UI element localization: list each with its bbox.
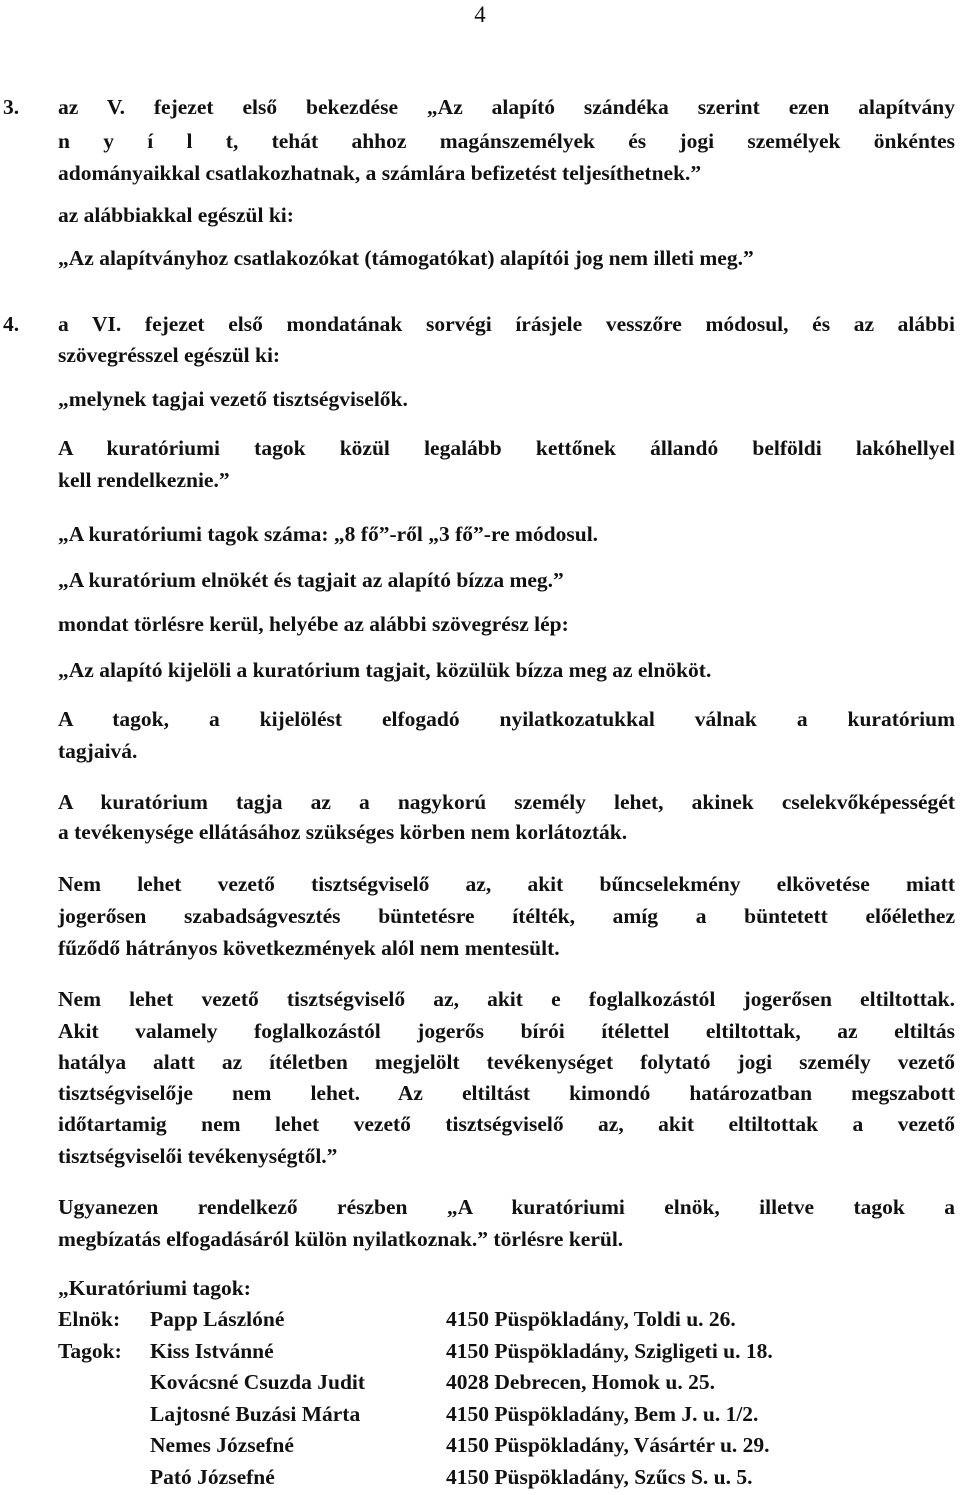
item-3-line-5: „Az alapítványhoz csatlakozókat (támogatókat) alapítói jog nem illeti meg.” xyxy=(58,246,754,270)
member-address: 4028 Debrecen, Homok u. 25. xyxy=(446,1370,715,1394)
item-4-line-18: Akit valamely foglalkozástól jogerős bírói ítélettel eltiltottak, az eltiltás xyxy=(58,1019,955,1043)
item-4-line-2: szövegrésszel egészül ki: xyxy=(58,343,281,367)
item-3-line-4: az alábbiakkal egészül ki: xyxy=(58,203,294,227)
item-4-number: 4. xyxy=(3,312,20,336)
item-4-line-9: „Az alapító kijelöli a kuratórium tagjait, közülük bízza meg az elnököt. xyxy=(58,658,712,682)
item-3-line-3: adományaikkal csatlakozhatnak, a számlára befizetést teljesíthetnek.” xyxy=(58,161,702,185)
item-4-line-10: A tagok, a kijelölést elfogadó nyilatkozatukkal válnak a kuratórium xyxy=(58,707,955,731)
item-4-line-11: tagjaivá. xyxy=(58,739,138,763)
member-address: 4150 Püspökladány, Szűcs S. u. 5. xyxy=(446,1464,753,1489)
member-role: Elnök: xyxy=(58,1307,121,1331)
item-4-line-15: jogerősen szabadságvesztés büntetésre ítélték, amíg a büntetett előélethez xyxy=(58,904,955,928)
item-4-line-23: Ugyanezen rendelkező részben „A kuratóriumi elnök, illetve tagok a xyxy=(58,1195,955,1219)
item-4-line-19: hatálya alatt az ítéletben megjelölt tevékenységet folytató jogi személy vezető xyxy=(58,1050,955,1074)
item-3-line-2: n y í l t, tehát ahhoz magánszemélyek és jogi személyek önkéntes xyxy=(58,129,955,153)
member-role: Tagok: xyxy=(58,1338,122,1363)
page-number: 4 xyxy=(474,2,486,27)
member-name: Kovácsné Csuzda Judit xyxy=(150,1370,366,1394)
item-4-line-8: mondat törlésre kerül, helyébe az alábbi szövegrész lép: xyxy=(58,612,569,636)
member-name: Lajtosné Buzási Márta xyxy=(150,1401,361,1426)
item-4-line-21: időtartamig nem lehet vezető tisztségviselő az, akit eltiltottak a vezető xyxy=(58,1112,955,1136)
item-3-number: 3. xyxy=(3,95,20,119)
item-4-line-5: kell rendelkeznie.” xyxy=(58,468,230,492)
member-name: Nemes Józsefné xyxy=(150,1433,294,1457)
item-4-line-24: megbízatás elfogadásáról külön nyilatkoznak.” törlésre kerül. xyxy=(58,1227,624,1251)
member-name: Papp Lászlóné xyxy=(150,1307,285,1331)
member-name: Pató Józsefné xyxy=(150,1464,275,1489)
member-address: 4150 Püspökladány, Toldi u. 26. xyxy=(446,1307,736,1331)
item-4-line-14: Nem lehet vezető tisztségviselő az, akit bűncselekmény elkövetése miatt xyxy=(58,872,955,896)
item-3-line-1: az V. fejezet első bekezdése „Az alapító szándéka szerint ezen alapítvány xyxy=(58,95,955,119)
item-4-line-1: a VI. fejezet első mondatának sorvégi írásjele vesszőre módosul, és az alábbi xyxy=(58,312,955,336)
item-4-line-25: „Kuratóriumi tagok: xyxy=(58,1276,251,1300)
item-4-line-16: fűződő hátrányos következmények alól nem mentesült. xyxy=(58,936,560,960)
item-4-line-20: tisztségviselője nem lehet. Az eltiltást kimondó határozatban megszabott xyxy=(58,1081,955,1105)
item-4-line-7: „A kuratórium elnökét és tagjait az alapító bízza meg.” xyxy=(58,568,564,592)
item-4-line-22: tisztségviselői tevékenységtől.” xyxy=(58,1144,338,1168)
item-4-line-17: Nem lehet vezető tisztségviselő az, akit e foglalkozástól jogerősen eltiltottak. xyxy=(58,987,955,1011)
item-4-line-4: A kuratóriumi tagok közül legalább kettőnek állandó belföldi lakóhellyel xyxy=(58,436,955,460)
member-address: 4150 Püspökladány, Bem J. u. 1/2. xyxy=(446,1401,759,1426)
item-4-line-13: a tevékenysége ellátásához szükséges körben nem korlátozták. xyxy=(58,820,628,844)
item-4-line-6: „A kuratóriumi tagok száma: „8 fő”-ről „3 fő”-re módosul. xyxy=(58,522,599,546)
member-name: Kiss Istvánné xyxy=(150,1338,274,1363)
item-4-line-12: A kuratórium tagja az a nagykorú személy lehet, akinek cselekvőképességét xyxy=(58,790,955,814)
member-address: 4150 Püspökladány, Vásártér u. 29. xyxy=(446,1433,770,1457)
member-address: 4150 Püspökladány, Szigligeti u. 18. xyxy=(446,1338,773,1363)
item-4-line-3: „melynek tagjai vezető tisztségviselők. xyxy=(58,387,408,411)
